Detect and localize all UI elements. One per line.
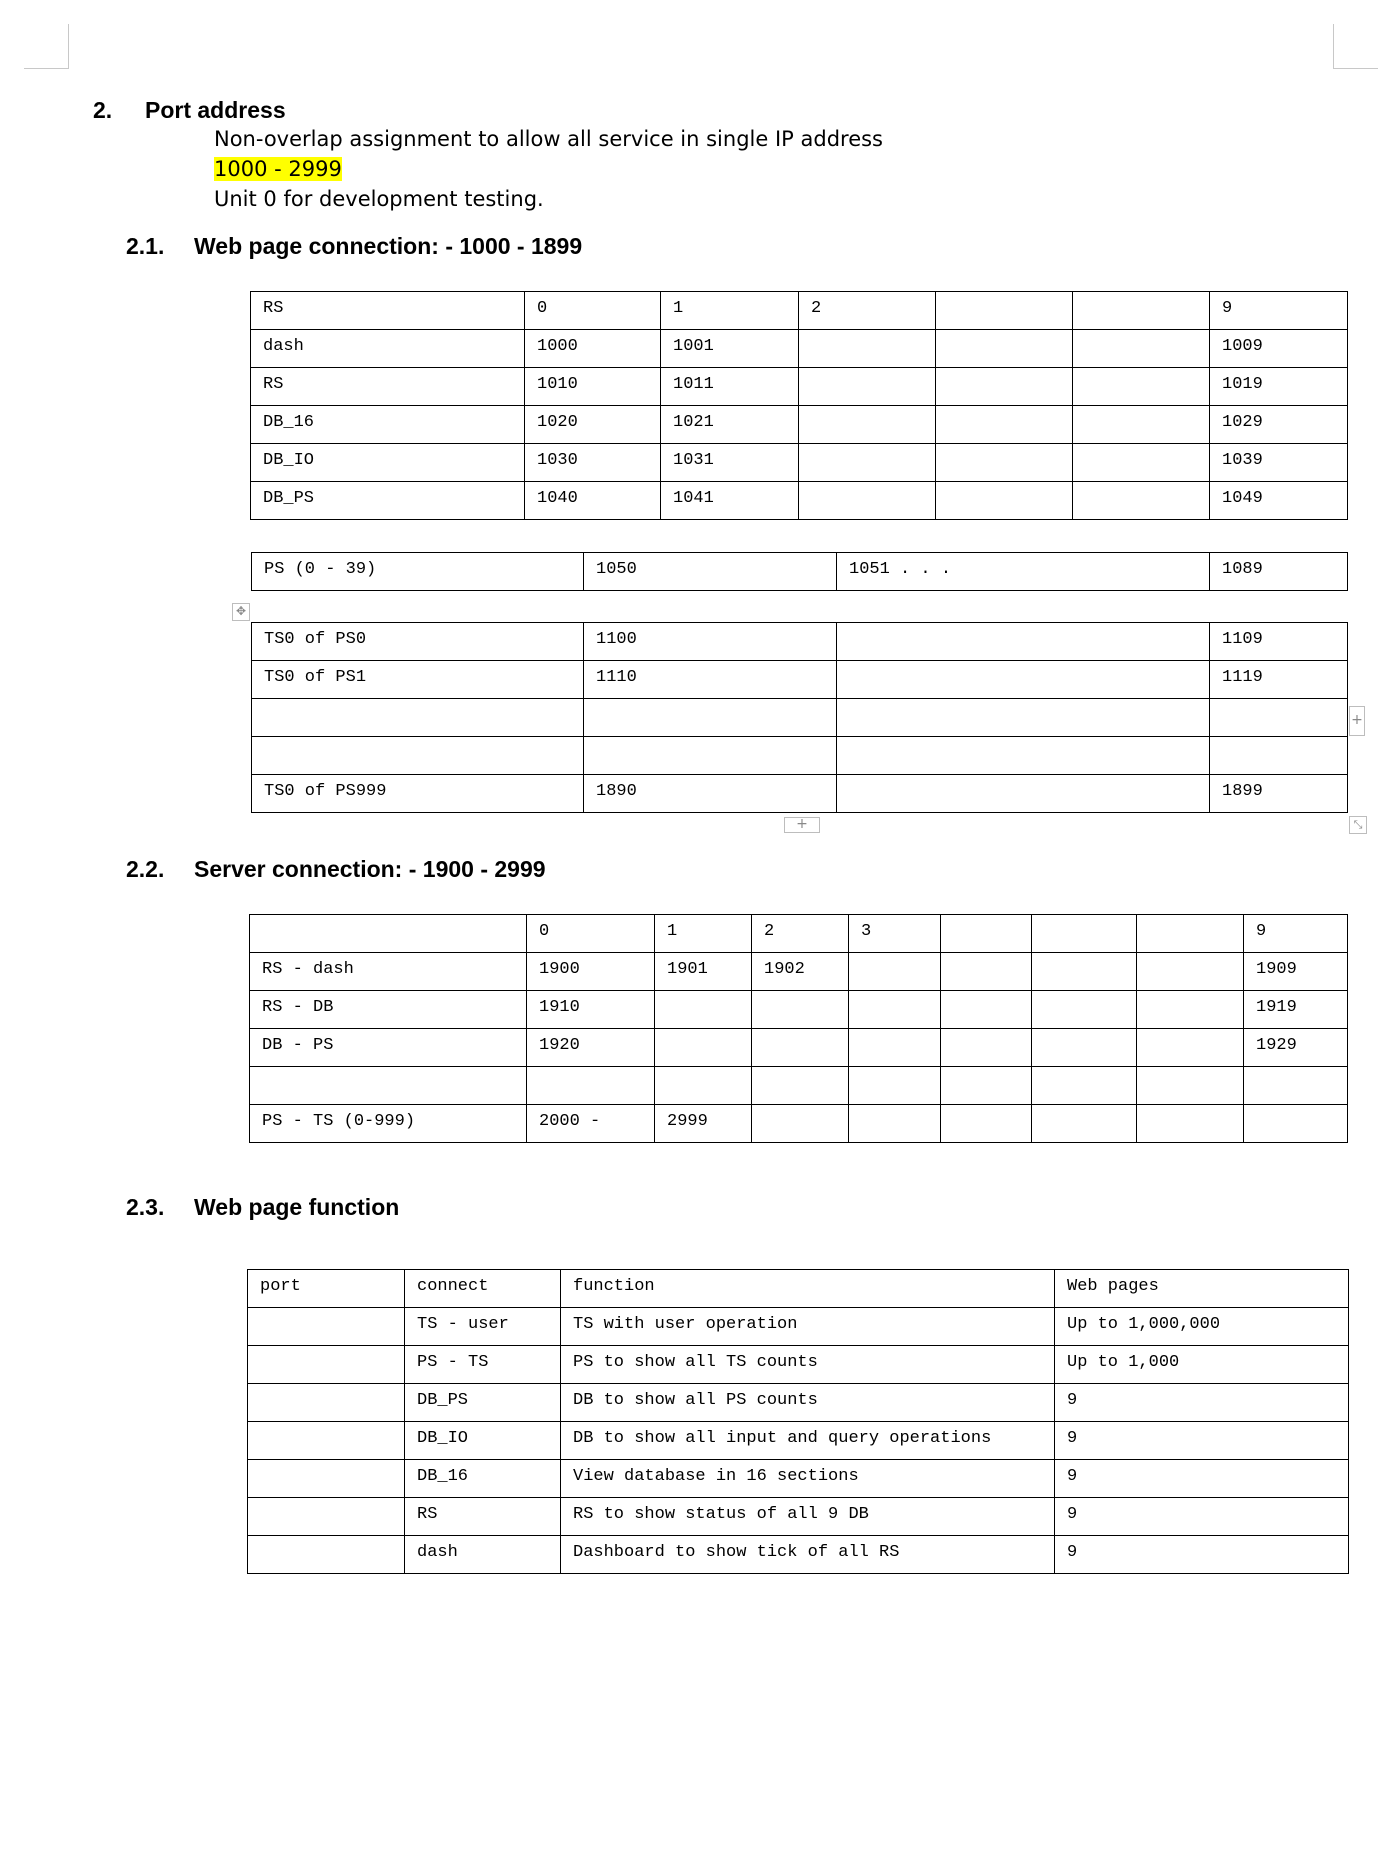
- table-cell[interactable]: [936, 406, 1073, 444]
- table-row: [252, 775, 1348, 813]
- table-row: [248, 1498, 1349, 1536]
- table-cell[interactable]: [799, 368, 936, 406]
- table-row: [252, 699, 1348, 737]
- table-cell[interactable]: DB - PS: [250, 1029, 527, 1067]
- table-cell[interactable]: TS0 of PS0: [252, 623, 584, 661]
- table-cell[interactable]: [1137, 953, 1244, 991]
- section-number: 2.3.: [126, 1194, 165, 1220]
- table-cell[interactable]: [1032, 991, 1137, 1029]
- table-cell[interactable]: 1000: [525, 330, 661, 368]
- table-cell[interactable]: Up to 1,000,000: [1055, 1308, 1349, 1346]
- table-cell[interactable]: 0: [525, 292, 661, 330]
- table-cell[interactable]: [1137, 1067, 1244, 1105]
- table-cell[interactable]: PS - TS (0-999): [250, 1105, 527, 1143]
- table-row: [251, 292, 1348, 330]
- table-row: [251, 444, 1348, 482]
- table-cell[interactable]: [1073, 368, 1210, 406]
- table-move-handle-icon[interactable]: ✥: [232, 603, 250, 621]
- table-cell[interactable]: [941, 1067, 1032, 1105]
- table-cell[interactable]: [584, 699, 837, 737]
- table-cell[interactable]: [936, 292, 1073, 330]
- table-cell[interactable]: TS0 of PS999: [252, 775, 584, 813]
- table-cell[interactable]: [655, 1029, 752, 1067]
- table-cell[interactable]: Dashboard to show tick of all RS: [561, 1536, 1055, 1574]
- table-cell[interactable]: 1050: [584, 553, 837, 591]
- web-port-table-ts: [251, 622, 1348, 813]
- table-cell[interactable]: Up to 1,000: [1055, 1346, 1349, 1384]
- table-cell[interactable]: [837, 775, 1210, 813]
- table-cell[interactable]: Web pages: [1055, 1270, 1349, 1308]
- table-row: [250, 1105, 1348, 1143]
- table-cell[interactable]: 1: [655, 915, 752, 953]
- web-port-table-main: [250, 291, 1348, 520]
- table-cell[interactable]: 1119: [1210, 661, 1348, 699]
- table-cell[interactable]: 1929: [1244, 1029, 1348, 1067]
- table-row: [250, 915, 1348, 953]
- table-cell[interactable]: [1073, 482, 1210, 520]
- table-cell[interactable]: [250, 915, 527, 953]
- table-cell[interactable]: [849, 991, 941, 1029]
- table-cell[interactable]: TS with user operation: [561, 1308, 1055, 1346]
- table-cell[interactable]: 1902: [752, 953, 849, 991]
- table-row: [248, 1308, 1349, 1346]
- table-cell[interactable]: 9: [1055, 1460, 1349, 1498]
- table-cell[interactable]: [1137, 1029, 1244, 1067]
- table-cell[interactable]: [1073, 330, 1210, 368]
- table-cell[interactable]: [799, 406, 936, 444]
- table-cell[interactable]: 1899: [1210, 775, 1348, 813]
- table-cell[interactable]: [248, 1460, 405, 1498]
- table-cell[interactable]: [837, 661, 1210, 699]
- table-cell[interactable]: RS - dash: [250, 953, 527, 991]
- table-cell[interactable]: RS - DB: [250, 991, 527, 1029]
- table-cell[interactable]: 9: [1210, 292, 1348, 330]
- table-cell[interactable]: PS - TS: [405, 1346, 561, 1384]
- table-cell[interactable]: 9: [1055, 1422, 1349, 1460]
- table-row: [248, 1346, 1349, 1384]
- table-cell[interactable]: [936, 330, 1073, 368]
- table-cell[interactable]: 1031: [661, 444, 799, 482]
- table-cell[interactable]: [1244, 1067, 1348, 1105]
- table-cell[interactable]: [248, 1498, 405, 1536]
- table-cell[interactable]: 3: [849, 915, 941, 953]
- table-cell[interactable]: [1244, 1105, 1348, 1143]
- section-title: Port address: [145, 97, 286, 123]
- table-cell[interactable]: [941, 991, 1032, 1029]
- table-cell[interactable]: 1920: [527, 1029, 655, 1067]
- table-cell[interactable]: DB_IO: [405, 1422, 561, 1460]
- table-cell[interactable]: [1032, 915, 1137, 953]
- table-cell[interactable]: DB to show all input and query operations: [561, 1422, 1055, 1460]
- table-cell[interactable]: 9: [1244, 915, 1348, 953]
- table-cell[interactable]: [799, 330, 936, 368]
- table-cell[interactable]: RS: [251, 292, 525, 330]
- table-cell[interactable]: 1040: [525, 482, 661, 520]
- table-row: [252, 553, 1348, 591]
- table-cell[interactable]: [655, 991, 752, 1029]
- table-cell[interactable]: [527, 1067, 655, 1105]
- table-cell[interactable]: port: [248, 1270, 405, 1308]
- table-cell[interactable]: 1029: [1210, 406, 1348, 444]
- table-cell[interactable]: [849, 953, 941, 991]
- table-cell[interactable]: [1032, 1067, 1137, 1105]
- table-row: [250, 1067, 1348, 1105]
- table-cell[interactable]: [1032, 1029, 1137, 1067]
- table-cell[interactable]: RS: [405, 1498, 561, 1536]
- table-cell[interactable]: 2999: [655, 1105, 752, 1143]
- table-cell[interactable]: RS: [251, 368, 525, 406]
- table-row: [248, 1270, 1349, 1308]
- table-cell[interactable]: [752, 1029, 849, 1067]
- table-cell[interactable]: [849, 1105, 941, 1143]
- table-cell[interactable]: [1210, 737, 1348, 775]
- section-title: Web page function: [194, 1194, 400, 1220]
- table-row: [251, 368, 1348, 406]
- table-cell[interactable]: PS (0 - 39): [252, 553, 584, 591]
- table-cell[interactable]: 1009: [1210, 330, 1348, 368]
- table-row: [252, 737, 1348, 775]
- table-cell[interactable]: DB_16: [405, 1460, 561, 1498]
- table-cell[interactable]: dash: [405, 1536, 561, 1574]
- table-cell[interactable]: 1909: [1244, 953, 1348, 991]
- table-cell[interactable]: 1089: [1210, 553, 1348, 591]
- table-cell[interactable]: [1073, 406, 1210, 444]
- table-cell[interactable]: [655, 1067, 752, 1105]
- table-cell[interactable]: [752, 1067, 849, 1105]
- table-row: [252, 623, 1348, 661]
- table-row: [251, 482, 1348, 520]
- table-cell[interactable]: 1039: [1210, 444, 1348, 482]
- page-corner-mark-top-right: [1333, 24, 1378, 69]
- table-row: [250, 953, 1348, 991]
- table-cell[interactable]: [584, 737, 837, 775]
- table-cell[interactable]: [936, 368, 1073, 406]
- table-cell[interactable]: [1210, 699, 1348, 737]
- table-cell[interactable]: [936, 444, 1073, 482]
- table-cell[interactable]: 1021: [661, 406, 799, 444]
- table-row: [250, 991, 1348, 1029]
- table-cell[interactable]: RS to show status of all 9 DB: [561, 1498, 1055, 1536]
- web-port-table-ps: [251, 552, 1348, 591]
- table-cell[interactable]: [936, 482, 1073, 520]
- table-resize-handle-icon[interactable]: ⤡: [1349, 816, 1367, 834]
- table-cell[interactable]: 1020: [525, 406, 661, 444]
- table-cell[interactable]: [248, 1536, 405, 1574]
- table-cell[interactable]: dash: [251, 330, 525, 368]
- table-cell[interactable]: [1137, 915, 1244, 953]
- table-cell[interactable]: 1041: [661, 482, 799, 520]
- table-cell[interactable]: 1900: [527, 953, 655, 991]
- table-cell[interactable]: TS - user: [405, 1308, 561, 1346]
- table-cell[interactable]: PS to show all TS counts: [561, 1346, 1055, 1384]
- table-cell[interactable]: 1919: [1244, 991, 1348, 1029]
- table-row: [248, 1422, 1349, 1460]
- table-row: [248, 1384, 1349, 1422]
- table-cell[interactable]: connect: [405, 1270, 561, 1308]
- section-title: Server connection: - 1900 - 2999: [194, 856, 546, 882]
- table-cell[interactable]: [252, 699, 584, 737]
- table-cell[interactable]: [941, 953, 1032, 991]
- table-cell[interactable]: [752, 991, 849, 1029]
- table-cell[interactable]: View database in 16 sections: [561, 1460, 1055, 1498]
- table-cell[interactable]: DB_PS: [405, 1384, 561, 1422]
- table-cell[interactable]: 2: [799, 292, 936, 330]
- insert-row-button[interactable]: +: [784, 817, 820, 833]
- table-cell[interactable]: [252, 737, 584, 775]
- table-row: [250, 1029, 1348, 1067]
- table-cell[interactable]: 1: [661, 292, 799, 330]
- table-cell[interactable]: [752, 1105, 849, 1143]
- table-cell[interactable]: [941, 1029, 1032, 1067]
- table-cell[interactable]: 1030: [525, 444, 661, 482]
- section-title: Web page connection: - 1000 - 1899: [194, 233, 583, 259]
- table-cell[interactable]: TS0 of PS1: [252, 661, 584, 699]
- table-cell[interactable]: [248, 1308, 405, 1346]
- page-corner-mark-top-left: [24, 24, 69, 69]
- table-cell[interactable]: [1137, 1105, 1244, 1143]
- section-number: 2.1.: [126, 233, 165, 259]
- table-cell[interactable]: [849, 1067, 941, 1105]
- table-cell[interactable]: 1890: [584, 775, 837, 813]
- table-cell[interactable]: 9: [1055, 1536, 1349, 1574]
- table-cell[interactable]: 9: [1055, 1498, 1349, 1536]
- table-cell[interactable]: DB_PS: [251, 482, 525, 520]
- table-row: [248, 1460, 1349, 1498]
- highlight-text: 1000 - 2999: [214, 157, 342, 181]
- web-function-table: [247, 1269, 1349, 1574]
- table-cell[interactable]: DB to show all PS counts: [561, 1384, 1055, 1422]
- table-cell[interactable]: [1032, 1105, 1137, 1143]
- table-row: [251, 330, 1348, 368]
- section-number: 2.: [93, 97, 113, 123]
- table-cell[interactable]: [799, 482, 936, 520]
- table-cell[interactable]: 2: [752, 915, 849, 953]
- table-cell[interactable]: 2000 -: [527, 1105, 655, 1143]
- table-cell[interactable]: [799, 444, 936, 482]
- table-cell[interactable]: [248, 1346, 405, 1384]
- table-cell[interactable]: 1019: [1210, 368, 1348, 406]
- table-cell[interactable]: [837, 623, 1210, 661]
- paragraph-line: Non-overlap assignment to allow all service in single IP address: [214, 127, 883, 151]
- table-cell[interactable]: 1109: [1210, 623, 1348, 661]
- table-cell[interactable]: [250, 1067, 527, 1105]
- table-cell[interactable]: 1051 . . .: [837, 553, 1210, 591]
- table-cell[interactable]: [1032, 953, 1137, 991]
- table-row: [251, 406, 1348, 444]
- table-cell[interactable]: 1100: [584, 623, 837, 661]
- table-cell[interactable]: [837, 737, 1210, 775]
- table-cell[interactable]: 9: [1055, 1384, 1349, 1422]
- table-cell[interactable]: 1010: [525, 368, 661, 406]
- table-cell[interactable]: DB_IO: [251, 444, 525, 482]
- section-number: 2.2.: [126, 856, 165, 882]
- paragraph-line: Unit 0 for development testing.: [214, 187, 544, 211]
- table-cell[interactable]: [1073, 292, 1210, 330]
- server-port-table: [249, 914, 1348, 1143]
- table-cell[interactable]: 1011: [661, 368, 799, 406]
- table-row: [252, 661, 1348, 699]
- table-cell[interactable]: [837, 699, 1210, 737]
- table-cell[interactable]: [941, 1105, 1032, 1143]
- insert-column-button[interactable]: +: [1349, 706, 1365, 736]
- table-cell[interactable]: 1110: [584, 661, 837, 699]
- table-cell[interactable]: 0: [527, 915, 655, 953]
- table-cell[interactable]: 1901: [655, 953, 752, 991]
- table-cell[interactable]: 1001: [661, 330, 799, 368]
- table-cell[interactable]: [1137, 991, 1244, 1029]
- table-cell[interactable]: 1910: [527, 991, 655, 1029]
- table-cell[interactable]: [1073, 444, 1210, 482]
- table-cell[interactable]: 1049: [1210, 482, 1348, 520]
- table-row: [248, 1536, 1349, 1574]
- table-cell[interactable]: [248, 1422, 405, 1460]
- table-cell[interactable]: function: [561, 1270, 1055, 1308]
- table-cell[interactable]: [248, 1384, 405, 1422]
- table-cell[interactable]: [849, 1029, 941, 1067]
- table-cell[interactable]: DB_16: [251, 406, 525, 444]
- table-cell[interactable]: [941, 915, 1032, 953]
- highlighted-port-range: [214, 157, 342, 181]
